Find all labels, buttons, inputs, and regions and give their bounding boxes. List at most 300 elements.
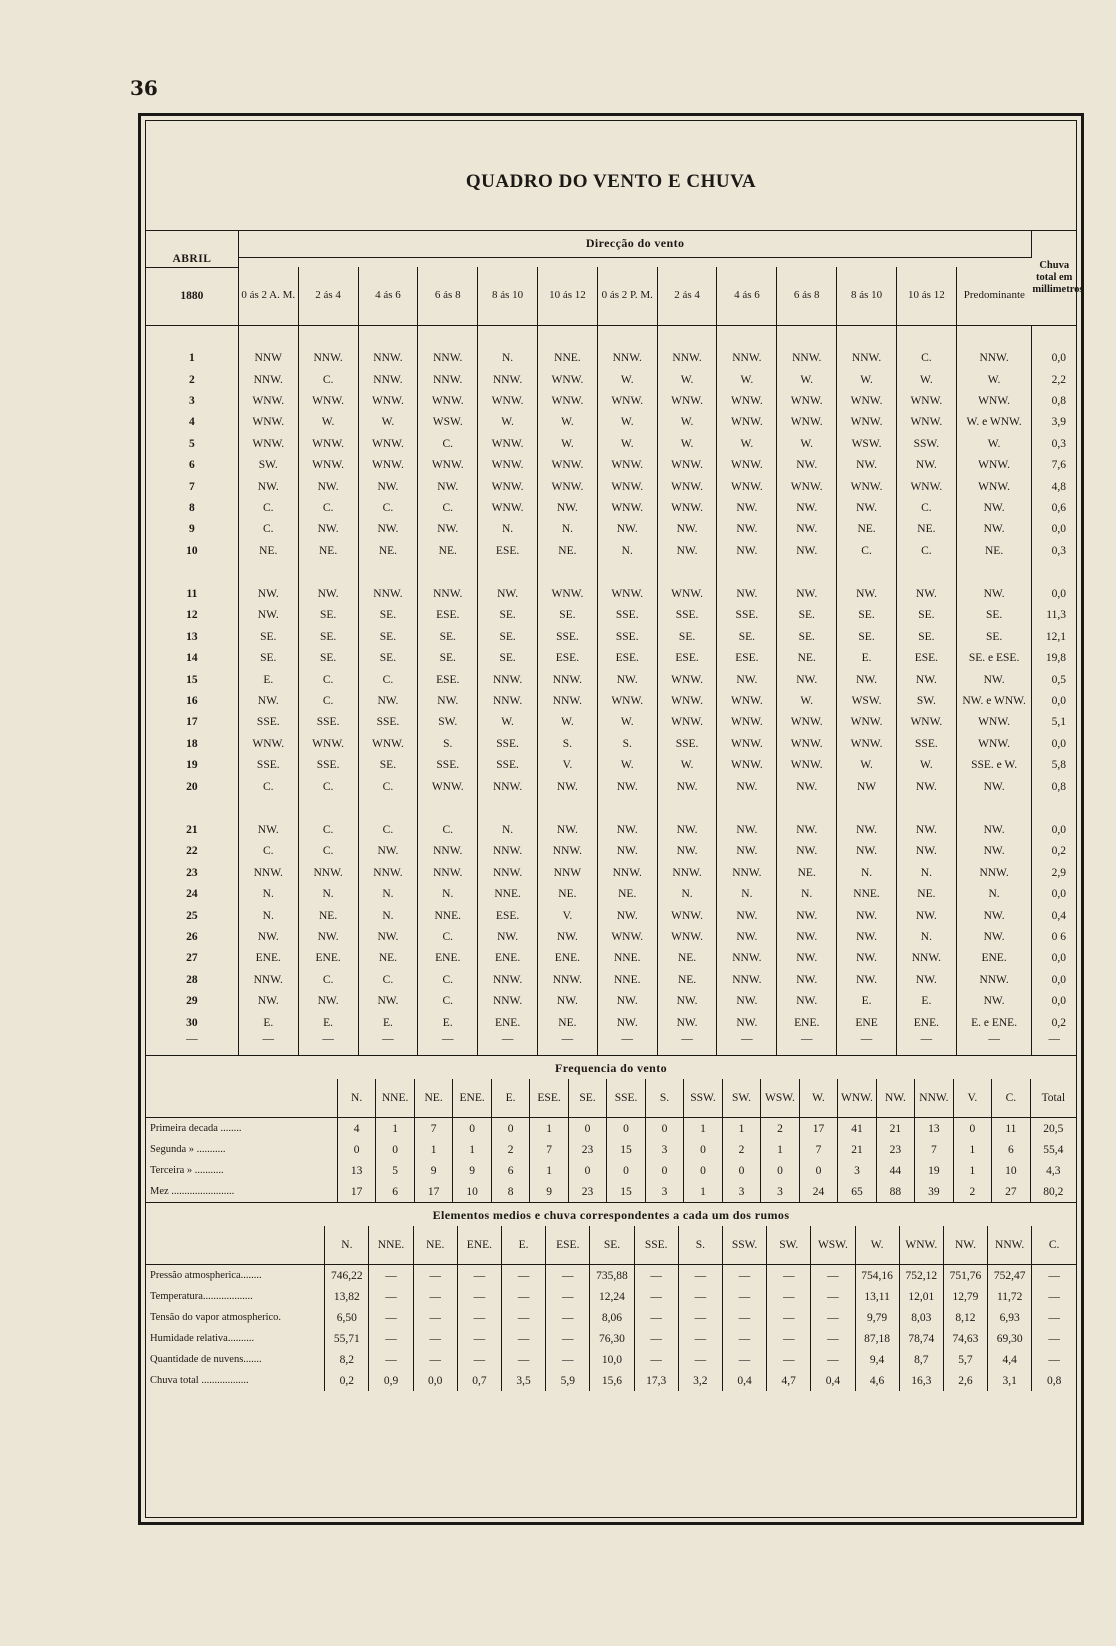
wind-direction-cell: WNW.: [837, 476, 897, 497]
wind-direction-cell: WNW.: [896, 476, 956, 497]
rain-value: 0,3: [1051, 544, 1066, 557]
wind-direction-cell: SSE.: [478, 733, 538, 754]
wind-direction-cell: NNW.: [717, 862, 777, 883]
wind-direction-cell: WNW.: [597, 926, 657, 947]
table-row: [146, 626, 1076, 647]
wind-direction-cell: SE.: [657, 626, 717, 647]
wind-direction-cell: SE.: [777, 626, 837, 647]
wind-direction-cell: N.: [238, 883, 298, 904]
wind-direction-cell: NE.: [777, 648, 837, 669]
wind-direction-cell: NE.: [896, 519, 956, 540]
wind-direction-cell: WNW.: [597, 690, 657, 711]
wind-direction-cell: C.: [896, 348, 956, 369]
table-row: [146, 648, 1076, 669]
frequency-cell: 44: [876, 1160, 914, 1181]
elements-cell: 0,4: [722, 1370, 766, 1391]
elements-cell: —: [722, 1265, 766, 1287]
elements-cell: —: [811, 1286, 855, 1307]
frequency-cell: 7: [414, 1118, 452, 1140]
elements-row: [146, 1328, 1076, 1349]
wind-direction-cell: WNW.: [358, 390, 418, 411]
elements-cell: —: [546, 1307, 590, 1328]
rain-value: 0,0: [1051, 588, 1066, 601]
wind-direction-cell: WNW.: [956, 454, 1032, 475]
wind-direction-cell: NW.: [956, 519, 1032, 540]
table-row: [146, 926, 1076, 947]
wind-direction-cell: NW.: [538, 497, 598, 518]
wind-direction-cell: V.: [538, 755, 598, 776]
elements-column-header: W.: [855, 1226, 899, 1265]
elements-row-label: Chuva total ..................: [146, 1370, 325, 1391]
frequency-title: Frequencia do vento: [554, 1061, 668, 1076]
rain-value: 0,2: [1051, 845, 1066, 858]
frequency-cell: 39: [915, 1181, 953, 1202]
elements-column-header: ESE.: [546, 1226, 590, 1265]
wind-direction-cell: ESE.: [597, 648, 657, 669]
elements-cell: —: [634, 1265, 678, 1287]
frequency-column-header: SE.: [568, 1079, 606, 1118]
wind-direction-cell: WNW.: [956, 733, 1032, 754]
wind-direction-cell: NNW.: [956, 348, 1032, 369]
wind-direction-cell: NW.: [777, 841, 837, 862]
table-row: [146, 669, 1076, 690]
wind-direction-cell: NW.: [777, 497, 837, 518]
wind-direction-cell: C.: [896, 497, 956, 518]
wind-direction-cell: WNW.: [298, 390, 358, 411]
wind-direction-cell: NNW.: [657, 348, 717, 369]
wind-direction-cell: NE.: [418, 540, 478, 561]
frequency-cell: 8: [491, 1181, 529, 1202]
wind-direction-cell: C.: [418, 969, 478, 990]
wind-direction-cell: WNW.: [538, 390, 598, 411]
frequency-column-header: NNE.: [376, 1079, 414, 1118]
month-header: ABRIL: [146, 231, 238, 267]
frequency-cell: 7: [915, 1139, 953, 1160]
wind-direction-cell: W.: [657, 412, 717, 433]
wind-direction-cell: WNW.: [717, 412, 777, 433]
elements-cell: —: [413, 1349, 457, 1370]
wind-direction-cell: NNW.: [597, 348, 657, 369]
wind-direction-cell: WNW.: [238, 390, 298, 411]
wind-direction-cell: NW.: [717, 583, 777, 604]
wind-direction-cell: NW.: [956, 776, 1032, 797]
elements-cell: 9,79: [855, 1307, 899, 1328]
wind-direction-cell: SSE.: [238, 712, 298, 733]
frequency-column-header: V.: [953, 1079, 991, 1118]
wind-direction-cell: WNW.: [538, 369, 598, 390]
wind-direction-cell: ENE.: [956, 948, 1032, 969]
wind-direction-cell: S.: [597, 733, 657, 754]
wind-direction-cell: NNE.: [418, 905, 478, 926]
day-number: 8: [146, 497, 238, 518]
elements-cell: 5,7: [943, 1349, 987, 1370]
rain-value: 2,2: [1051, 373, 1066, 386]
elements-row-label: Temperatura...................: [146, 1286, 325, 1307]
dash-mark: —: [538, 1033, 598, 1055]
frequency-column-header: ENE.: [453, 1079, 491, 1118]
wind-direction-cell: SE.: [418, 648, 478, 669]
wind-direction-cell: W. e WNW.: [956, 412, 1032, 433]
rain-value: 0,8: [1051, 394, 1066, 407]
wind-direction-cell: NW.: [597, 905, 657, 926]
time-header: 8 ás 10: [478, 267, 538, 325]
frequency-cell: 3: [645, 1139, 683, 1160]
wind-direction-cell: WNW.: [418, 454, 478, 475]
wind-direction-cell: ENE.: [777, 1012, 837, 1033]
elements-cell: —: [413, 1265, 457, 1287]
dash-mark: —: [238, 1033, 298, 1055]
wind-direction-cell: NW.: [896, 905, 956, 926]
elements-cell: 6,93: [988, 1307, 1032, 1328]
table-row: [146, 776, 1076, 797]
frequency-cell: 23: [568, 1139, 606, 1160]
elements-cell: —: [369, 1307, 413, 1328]
table-row: [146, 348, 1076, 369]
frequency-cell: 10: [992, 1160, 1030, 1181]
elements-cell: 754,16: [855, 1265, 899, 1287]
frequency-cell: 23: [568, 1181, 606, 1202]
wind-direction-cell: ENE.: [478, 948, 538, 969]
time-header: 10 ás 12: [896, 267, 956, 325]
wind-direction-cell: NW.: [777, 669, 837, 690]
wind-direction-cell: SSE.: [896, 733, 956, 754]
wind-direction-cell: WNW.: [657, 454, 717, 475]
wind-direction-cell: NW.: [837, 819, 897, 840]
wind-direction-cell: NW.: [418, 476, 478, 497]
day-number: 13: [146, 626, 238, 647]
elements-cell: —: [722, 1307, 766, 1328]
wind-direction-cell: SSE.: [657, 605, 717, 626]
frequency-column-header: W.: [799, 1079, 837, 1118]
elements-column-header: NNE.: [369, 1226, 413, 1265]
elements-cell: 13,11: [855, 1286, 899, 1307]
wind-direction-cell: WSW.: [837, 690, 897, 711]
elements-cell: —: [413, 1328, 457, 1349]
time-header: 6 ás 8: [777, 267, 837, 325]
wind-direction-cell: NNW.: [298, 348, 358, 369]
table-row: [146, 390, 1076, 411]
wind-direction-cell: NW.: [238, 690, 298, 711]
wind-direction-cell: NNW.: [717, 948, 777, 969]
wind-direction-cell: E.: [837, 648, 897, 669]
elements-cell: 12,24: [590, 1286, 634, 1307]
elements-cell: —: [811, 1307, 855, 1328]
wind-direction-cell: W.: [777, 433, 837, 454]
frequency-cell: 1: [684, 1181, 722, 1202]
rain-value: 0,0: [1051, 888, 1066, 901]
day-number: 2: [146, 369, 238, 390]
wind-direction-cell: WNW.: [657, 476, 717, 497]
elements-cell: 78,74: [899, 1328, 943, 1349]
rain-header: Chuva total em millimetros: [1032, 231, 1076, 325]
elements-cell: —: [678, 1286, 722, 1307]
wind-direction-cell: NNW.: [358, 348, 418, 369]
frequency-cell: 23: [876, 1139, 914, 1160]
rain-value: 12,1: [1045, 630, 1066, 643]
elements-cell: 55,71: [325, 1328, 369, 1349]
frequency-cell: 6: [992, 1139, 1030, 1160]
elements-column-header: ENE.: [457, 1226, 501, 1265]
rain-value: 0,8: [1051, 780, 1066, 793]
wind-direction-cell: WNW.: [418, 776, 478, 797]
wind-direction-cell: NW.: [238, 583, 298, 604]
wind-direction-cell: NW.: [837, 948, 897, 969]
wind-direction-cell: NNW.: [418, 369, 478, 390]
elements-cell: 8,2: [325, 1349, 369, 1370]
wind-direction-cell: NW.: [358, 690, 418, 711]
wind-direction-cell: NNW.: [956, 862, 1032, 883]
wind-direction-cell: WNW.: [478, 390, 538, 411]
table-frame: [138, 113, 1084, 1525]
wind-direction-cell: N.: [538, 519, 598, 540]
dash-mark: —: [358, 1033, 418, 1055]
frequency-total: 80,2: [1043, 1185, 1064, 1198]
wind-direction-cell: NW.: [837, 583, 897, 604]
elements-cell: 15,6: [590, 1370, 634, 1391]
dash-mark: —: [777, 1033, 837, 1055]
frequency-cell: 0: [568, 1118, 606, 1140]
day-number: 14: [146, 648, 238, 669]
wind-direction-cell: NNW.: [298, 862, 358, 883]
wind-direction-cell: WNW.: [478, 454, 538, 475]
wind-direction-cell: WNW.: [238, 412, 298, 433]
wind-direction-cell: WNW.: [717, 390, 777, 411]
elements-cell: —: [457, 1307, 501, 1328]
elements-cell: 74,63: [943, 1328, 987, 1349]
wind-direction-cell: WNW.: [538, 583, 598, 604]
frequency-cell: 0: [761, 1160, 799, 1181]
wind-direction-cell: NW.: [717, 905, 777, 926]
wind-direction-cell: ENE.: [298, 948, 358, 969]
wind-direction-cell: WNW.: [717, 712, 777, 733]
day-number: 19: [146, 755, 238, 776]
wind-direction-cell: C.: [418, 819, 478, 840]
wind-direction-cell: NE.: [657, 969, 717, 990]
wind-direction-cell: WNW.: [358, 433, 418, 454]
elements-cell: —: [1048, 1290, 1060, 1303]
day-number: 23: [146, 862, 238, 883]
elements-column-header: C.: [1032, 1226, 1076, 1265]
wind-direction-cell: SE.: [956, 605, 1032, 626]
wind-direction-cell: ESE.: [538, 648, 598, 669]
wind-direction-cell: NNW.: [478, 862, 538, 883]
wind-direction-cell: NW.: [717, 990, 777, 1011]
wind-direction-cell: NW.: [777, 948, 837, 969]
wind-direction-cell: SE.: [298, 626, 358, 647]
wind-direction-cell: N.: [478, 519, 538, 540]
table-row: [146, 862, 1076, 883]
frequency-column-header: NW.: [876, 1079, 914, 1118]
wind-direction-cell: NW.: [238, 605, 298, 626]
elements-cell: —: [634, 1328, 678, 1349]
wind-direction-cell: NW.: [837, 454, 897, 475]
wind-direction-cell: WNW.: [896, 390, 956, 411]
frequency-row: [146, 1118, 1076, 1140]
wind-direction-cell: NW.: [717, 497, 777, 518]
wind-direction-cell: NNW.: [777, 348, 837, 369]
frequency-cell: 17: [414, 1181, 452, 1202]
wind-direction-cell: NW.: [956, 905, 1032, 926]
frequency-row-label: Terceira » ...........: [146, 1160, 337, 1181]
wind-direction-cell: W.: [657, 369, 717, 390]
frequency-cell: 17: [799, 1118, 837, 1140]
rain-value: 0,6: [1051, 501, 1066, 514]
frequency-cell: 2: [761, 1118, 799, 1140]
day-number: 25: [146, 905, 238, 926]
elements-table: [146, 1226, 1076, 1391]
elements-cell: —: [502, 1265, 546, 1287]
elements-cell: 11,72: [988, 1286, 1032, 1307]
wind-direction-cell: SSE.: [657, 733, 717, 754]
wind-direction-cell: ESE.: [657, 648, 717, 669]
elements-row-label: Pressão atmospherica........: [146, 1265, 325, 1287]
wind-direction-cell: WNW.: [717, 690, 777, 711]
wind-direction-cell: NW.: [956, 583, 1032, 604]
frequency-column-header: E.: [491, 1079, 529, 1118]
elements-cell: —: [767, 1286, 811, 1307]
wind-direction-cell: WNW.: [238, 433, 298, 454]
frequency-row-label: Mez ........................: [146, 1181, 337, 1202]
wind-direction-cell: WNW.: [896, 412, 956, 433]
wind-direction-cell: SE.: [777, 605, 837, 626]
wind-direction-cell: NE.: [597, 883, 657, 904]
elements-cell: —: [678, 1349, 722, 1370]
frequency-cell: 21: [876, 1118, 914, 1140]
wind-direction-cell: N.: [717, 883, 777, 904]
table-row: [146, 905, 1076, 926]
elements-cell: —: [546, 1328, 590, 1349]
wind-direction-cell: NW.: [358, 476, 418, 497]
elements-cell: —: [634, 1349, 678, 1370]
wind-direction-cell: NNW.: [717, 969, 777, 990]
frequency-cell: 24: [799, 1181, 837, 1202]
wind-direction-cell: SE.: [298, 605, 358, 626]
elements-cell: —: [369, 1286, 413, 1307]
wind-direction-cell: NNW.: [837, 348, 897, 369]
wind-direction-cell: SE.: [478, 648, 538, 669]
elements-cell: —: [634, 1286, 678, 1307]
frequency-cell: 15: [607, 1181, 645, 1202]
wind-direction-cell: WNW.: [298, 433, 358, 454]
wind-direction-cell: WNW.: [418, 390, 478, 411]
wind-direction-cell: NW.: [896, 583, 956, 604]
time-header: 2 ás 4: [298, 267, 358, 325]
wind-direction-cell: NW.: [956, 990, 1032, 1011]
time-header: 4 ás 6: [358, 267, 418, 325]
elements-cell: —: [369, 1328, 413, 1349]
wind-direction-cell: NW.: [777, 776, 837, 797]
frequency-cell: 0: [645, 1118, 683, 1140]
frequency-total: 20,5: [1043, 1122, 1064, 1135]
frequency-column-header: SW.: [722, 1079, 760, 1118]
wind-direction-cell: W.: [538, 433, 598, 454]
wind-direction-cell: SE.: [478, 626, 538, 647]
elements-cell: 10,0: [590, 1349, 634, 1370]
wind-direction-cell: NW.: [956, 841, 1032, 862]
wind-direction-cell: W.: [777, 690, 837, 711]
wind-direction-cell: NW.: [597, 841, 657, 862]
wind-direction-cell: C.: [238, 841, 298, 862]
frequency-cell: 4: [337, 1118, 375, 1140]
wind-direction-cell: NW.: [238, 926, 298, 947]
elements-cell: 8,12: [943, 1307, 987, 1328]
elements-cell: —: [413, 1307, 457, 1328]
wind-direction-cell: NW.: [597, 669, 657, 690]
wind-direction-cell: C.: [298, 776, 358, 797]
wind-direction-cell: E.: [837, 990, 897, 1011]
wind-direction-cell: WNW.: [657, 669, 717, 690]
wind-direction-cell: W.: [298, 412, 358, 433]
wind-direction-cell: SW.: [418, 712, 478, 733]
time-header: 8 ás 10: [837, 267, 897, 325]
day-number: 7: [146, 476, 238, 497]
wind-direction-cell: NNW.: [418, 841, 478, 862]
frequency-cell: 0: [799, 1160, 837, 1181]
wind-direction-cell: NNW.: [956, 969, 1032, 990]
elements-cell: —: [634, 1307, 678, 1328]
wind-direction-cell: NNW.: [478, 990, 538, 1011]
rain-value: 2,9: [1051, 866, 1066, 879]
day-number: 5: [146, 433, 238, 454]
dash-mark: —: [418, 1033, 478, 1055]
wind-direction-cell: NNW.: [358, 862, 418, 883]
elements-cell: —: [502, 1286, 546, 1307]
frequency-cell: 1: [414, 1139, 452, 1160]
elements-column-header: S.: [678, 1226, 722, 1265]
wind-direction-cell: E.: [238, 1012, 298, 1033]
frequency-cell: 0: [376, 1139, 414, 1160]
wind-direction-cell: WNW.: [478, 433, 538, 454]
wind-direction-cell: C.: [418, 926, 478, 947]
rain-value: 0,0: [1051, 973, 1066, 986]
wind-direction-cell: NNW.: [238, 862, 298, 883]
elements-cell: 87,18: [855, 1328, 899, 1349]
rain-value: 0,0: [1051, 824, 1066, 836]
rain-value: 0,4: [1051, 909, 1066, 922]
table-row: [146, 454, 1076, 475]
elements-cell: —: [457, 1265, 501, 1287]
elements-cell: 751,76: [943, 1265, 987, 1287]
frequency-cell: 27: [992, 1181, 1030, 1202]
wind-direction-cell: E.: [358, 1012, 418, 1033]
frequency-cell: 1: [722, 1118, 760, 1140]
frequency-cell: 5: [376, 1160, 414, 1181]
wind-direction-cell: W.: [358, 412, 418, 433]
wind-direction-cell: NW.: [597, 1012, 657, 1033]
wind-direction-cell: V.: [538, 905, 598, 926]
wind-direction-cell: N.: [418, 883, 478, 904]
wind-direction-cell: ESE.: [418, 605, 478, 626]
frequency-label-header: [146, 1079, 337, 1118]
wind-direction-cell: C.: [298, 969, 358, 990]
wind-direction-cell: WNW.: [478, 476, 538, 497]
frequency-row: [146, 1160, 1076, 1181]
frequency-cell: 1: [453, 1139, 491, 1160]
wind-direction-cell: NW.: [717, 1012, 777, 1033]
elements-cell: —: [413, 1286, 457, 1307]
time-header: 0 ás 2 P. M.: [597, 267, 657, 325]
table-row: [146, 433, 1076, 454]
elements-cell: —: [546, 1265, 590, 1287]
wind-direction-cell: NE.: [358, 540, 418, 561]
wind-direction-cell: E.: [238, 669, 298, 690]
frequency-total: 55,4: [1043, 1143, 1064, 1156]
elements-cell: —: [1048, 1311, 1060, 1324]
wind-direction-cell: WNW.: [298, 454, 358, 475]
elements-cell: —: [767, 1307, 811, 1328]
wind-direction-cell: SSE.: [597, 626, 657, 647]
wind-direction-cell: SSE.: [358, 712, 418, 733]
